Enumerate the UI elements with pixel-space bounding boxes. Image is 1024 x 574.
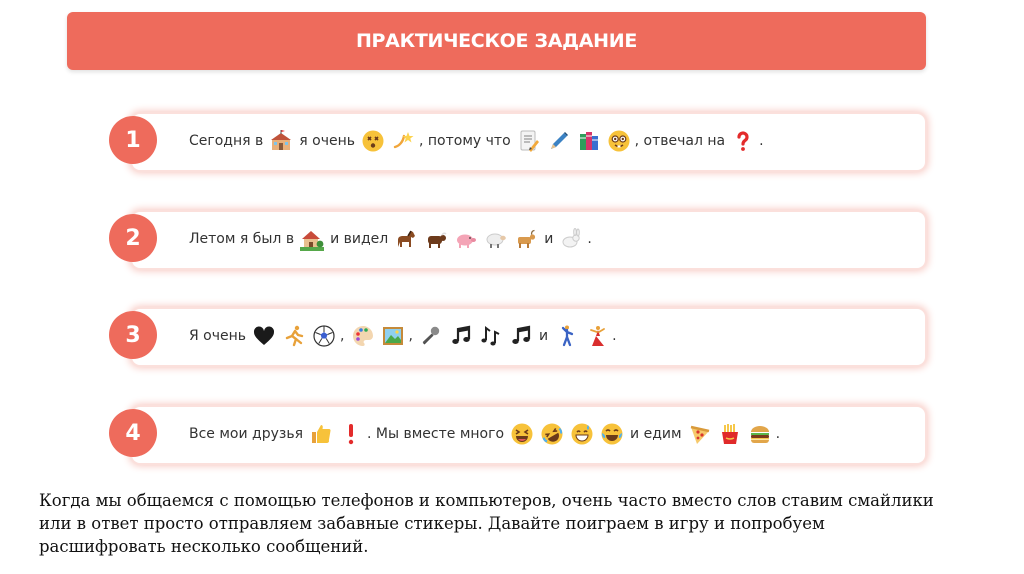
task-number-badge: 1: [109, 116, 157, 164]
soccer-ball-icon: [312, 324, 336, 348]
sentence-text: , потому что: [419, 133, 511, 149]
sentence-text: ,: [408, 328, 413, 344]
instructions-text: [39, 489, 999, 558]
sentence-text: и видел: [330, 231, 389, 247]
musical-notes-icon: [479, 324, 503, 348]
sheep-icon: [484, 227, 508, 251]
school-icon: [269, 129, 293, 153]
sentence-text: .: [759, 133, 764, 149]
pizza-icon: [688, 422, 712, 446]
sentence-text: Я очень: [189, 328, 247, 344]
sentence-text: .: [775, 426, 781, 442]
exclamation-mark-icon: [339, 422, 363, 446]
runner-icon: [282, 324, 306, 348]
dizzy-face-icon: [361, 129, 385, 153]
house-with-garden-icon: [300, 227, 324, 251]
sentence-text: и: [538, 328, 549, 344]
thumbs-up-icon: [309, 422, 333, 446]
french-fries-icon: [718, 422, 742, 446]
dizzy-star-icon: [391, 129, 415, 153]
pen-icon: [547, 129, 571, 153]
task-sentence: [189, 316, 623, 356]
instructions-line: расшифровать несколько сообщений.: [39, 537, 369, 556]
instructions-line: или в ответ просто отправляем забавные стикеры. Давайте поиграем в игру и попробуем: [39, 514, 825, 533]
sentence-text: ,: [340, 328, 345, 344]
page-title: ПРАКТИЧЕСКОЕ ЗАДАНИЕ: [355, 30, 638, 52]
sentence-text: и: [544, 231, 554, 247]
rolling-laughing-face-icon: [540, 422, 564, 446]
microphone-icon: [419, 324, 443, 348]
tears-of-joy-face-icon: [600, 422, 624, 446]
task-sentence: [189, 121, 770, 161]
task-sentence: [189, 414, 786, 454]
nerd-face-icon: [607, 129, 631, 153]
hamburger-icon: [748, 422, 772, 446]
laughing-face-icon: [510, 422, 534, 446]
task-number-badge: 2: [109, 214, 157, 262]
framed-picture-icon: [381, 324, 405, 348]
horse-icon: [394, 227, 418, 251]
pig-icon: [454, 227, 478, 251]
grinning-sweat-face-icon: [570, 422, 594, 446]
sentence-text: , отвечал на: [634, 133, 726, 149]
sentence-text: и едим: [630, 426, 682, 442]
dancing-man-icon: [554, 324, 578, 348]
sentence-text: . Мы вместе много: [367, 426, 505, 442]
ox-icon: [424, 227, 448, 251]
books-icon: [577, 129, 601, 153]
task-number-badge: 4: [109, 409, 157, 457]
rabbit-icon: [559, 227, 583, 251]
task-sentence: [189, 219, 598, 259]
dancing-woman-icon: [584, 324, 608, 348]
musical-note-icon: [449, 324, 473, 348]
goat-icon: [514, 227, 538, 251]
title-banner: [67, 12, 926, 70]
sentence-text: Все мои друзья: [189, 426, 304, 442]
instructions-line: Когда мы общаемся с помощью телефонов и компьютеров, очень часто вместо слов ставим смайлики: [39, 491, 934, 510]
sentence-text: Летом я был в: [189, 231, 295, 247]
sentence-text: .: [587, 231, 592, 247]
question-mark-icon: [731, 129, 755, 153]
sentence-text: я очень: [299, 133, 355, 149]
sentence-text: .: [612, 328, 617, 344]
musical-note-icon: [509, 324, 533, 348]
black-heart-icon: [252, 324, 276, 348]
artist-palette-icon: [351, 324, 375, 348]
task-number-badge: 3: [109, 311, 157, 359]
sentence-text: Сегодня в: [189, 133, 264, 149]
memo-icon: [517, 129, 541, 153]
